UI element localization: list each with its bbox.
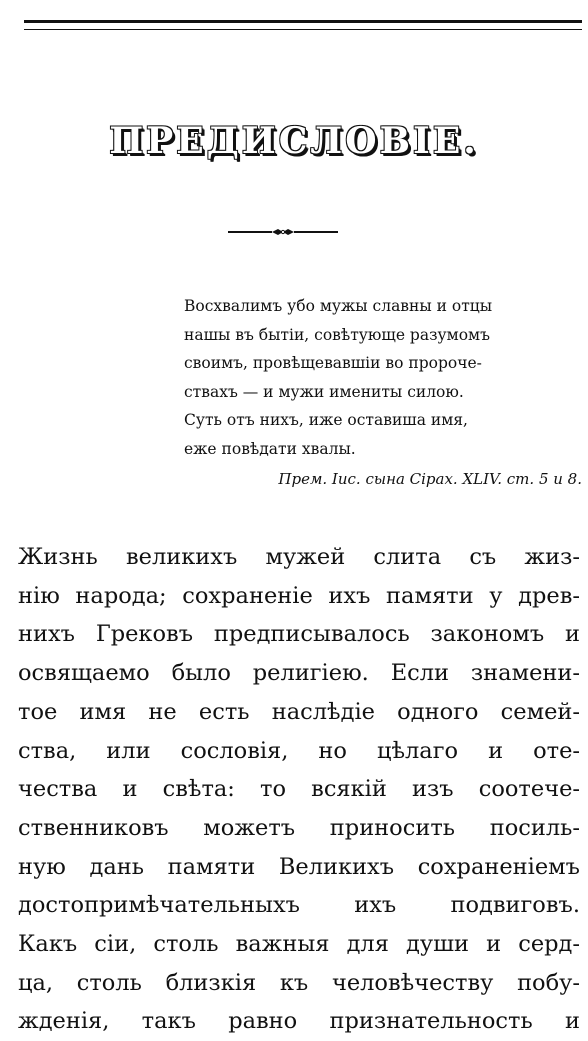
epigraph-line: Восхвалимъ убо мужы славны и отцы [184,297,493,315]
body-line: Жизнь великихъ мужей слита съ жиз- [18,544,580,570]
body-line: тое имя не есть наслѣдіе одного семей- [18,698,580,725]
epigraph-line: ствахъ — и мужи имениты силою. [184,382,464,401]
top-double-rule [24,20,582,33]
body-line: освящаемо было религіею. Если знамени- [18,660,580,687]
body-paragraph [18,538,580,1041]
rule-thin-line [24,29,582,30]
body-line: нію народа; сохраненіе ихъ памяти у древ- [18,582,580,609]
body-line: ства, или сословія, но цѣлаго и оте- [18,737,580,764]
body-line: ца, столь близкія къ человѣчеству побу- [18,969,580,996]
body-line: Какъ сіи, столь важныя для души и серд- [18,931,580,958]
body-line: чества и свѣта: то всякій изъ соотече- [18,776,580,803]
body-line: ную дань памяти Великихъ сохраненіемъ [18,853,580,880]
body-line: ственниковъ можетъ приносить посиль- [18,814,580,841]
body-line: жденія, такъ равно признательность и [18,1008,580,1035]
epigraph-line: еже повѣдати хвалы. [184,439,356,458]
page-title: ПРЕДИСЛОВІЕ. [109,120,479,162]
body-line: достопримѣчательныхъ ихъ подвиговъ. [18,892,580,919]
rule-thick-line [24,20,582,23]
epigraph-line: своимъ, провѣщевавшіи во пророче- [184,354,482,372]
ornament-divider [228,226,338,238]
epigraph [184,292,580,463]
epigraph-line: Суть отъ нихъ, иже оставиша имя, [184,411,468,429]
epigraph-line: нашы въ бытіи, совѣтующе разумомъ [184,325,490,344]
body-line: нихъ Грековъ предписывалось закономъ и [18,621,580,648]
epigraph-citation: Прем. Іис. сына Сірах. XLIV. ст. 5 и 8. [278,470,582,488]
